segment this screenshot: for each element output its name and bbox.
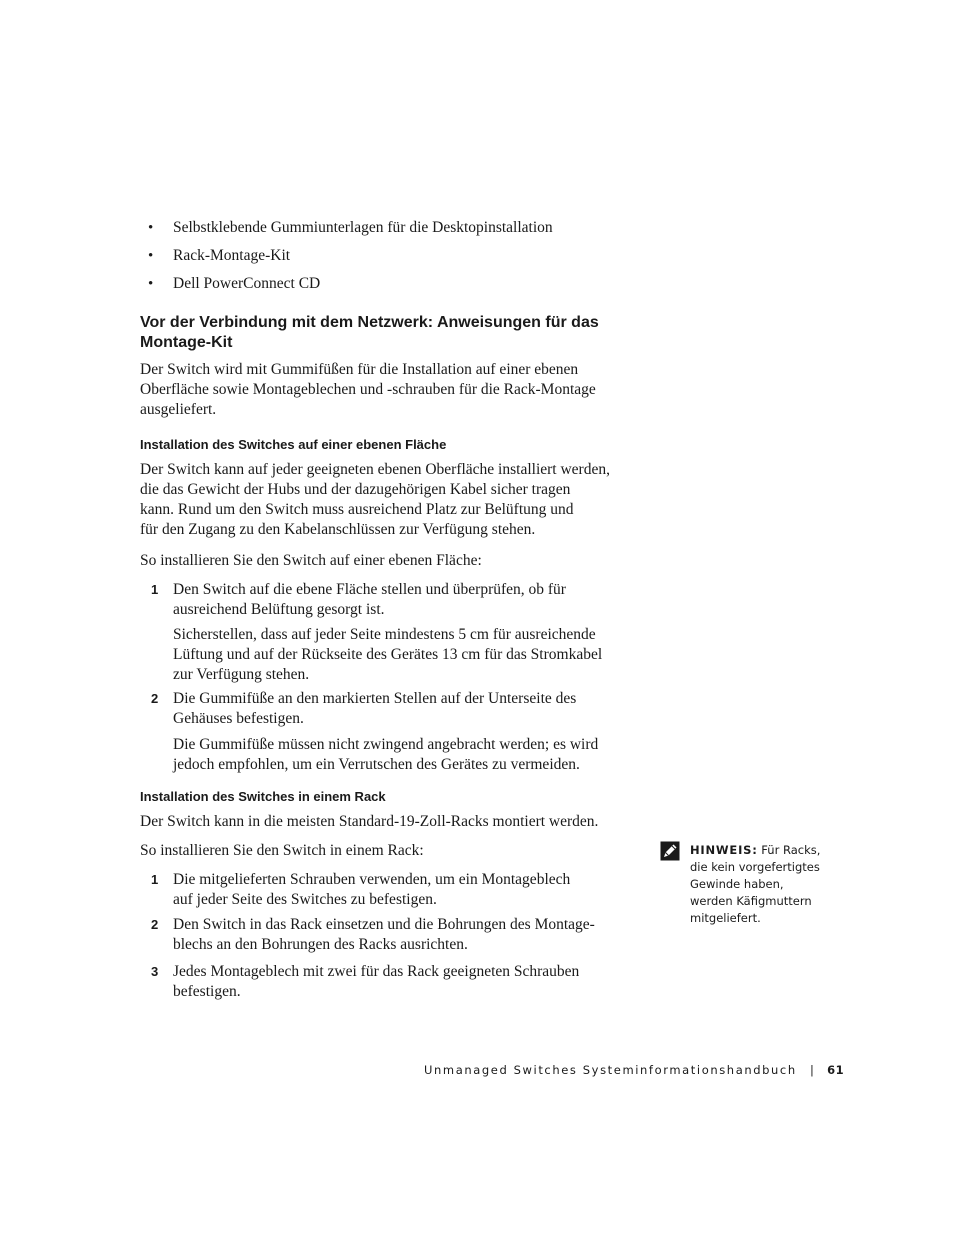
footer-title: Unmanaged Switches Systeminformationshandbuch: [424, 1063, 797, 1077]
step-number: 2: [151, 917, 159, 932]
rack-paragraph: Der Switch kann in die meisten Standard-19-Zoll-Racks montiert werden.: [140, 813, 599, 830]
subheading-rack: Installation des Switches in einem Rack: [140, 789, 386, 804]
rack-lead: So installieren Sie den Switch in einem Rack:: [140, 842, 424, 859]
bullet-marker: •: [148, 248, 154, 264]
step-subtext: Sicherstellen, dass auf jeder Seite mindestens 5 cm für ausreichende Lüftung und auf der Rückseite des Gerätes 13 cm für das Stromkabel zur Verfügung stehen.: [173, 626, 603, 683]
step-subtext: Die Gummifüße müssen nicht zwingend angebracht werden; es wird jedoch empfohlen, um ein Verrutschen des Gerätes zu vermeiden.: [173, 736, 599, 773]
step-number: 1: [151, 872, 159, 887]
flat-lead: So installieren Sie den Switch auf einer ebenen Fläche:: [140, 552, 482, 569]
page-footer: [424, 1063, 844, 1077]
section-intro: Der Switch wird mit Gummifüßen für die Installation auf einer ebenen Oberfläche sowie Montageblechen und -schrauben für die Rack-Montage ausgeliefert.: [140, 361, 596, 418]
flat-paragraph: Der Switch kann auf jeder geeigneten ebenen Oberfläche installiert werden, die das Gewicht der Hubs und der dazugehörigen Kabel sicher tragen kann. Rund um den Switch muss ausreichend Platz zur Belüftung und für den Zugang zu den Kabelanschlüssen zur Verfügung stehen.: [140, 461, 610, 538]
step-text: Die Gummifüße an den markierten Stellen auf der Unterseite des Gehäuses befestigen.: [173, 690, 577, 727]
note-label: HINWEIS:: [690, 843, 758, 857]
step-text: Die mitgelieferten Schrauben verwenden, um ein Montageblech auf jeder Seite des Switches zu befestigen.: [173, 871, 571, 908]
step-number: 2: [151, 691, 159, 706]
step-number: 3: [151, 964, 159, 979]
subheading-flat: Installation des Switches auf einer ebenen Fläche: [140, 437, 447, 452]
step-text: Den Switch auf die ebene Fläche stellen und überprüfen, ob für ausreichend Belüftung gesorgt ist.: [173, 581, 566, 618]
section-heading: Vor der Verbindung mit dem Netzwerk: Anweisungen für das Montage-Kit: [140, 314, 599, 351]
page-number: 61: [827, 1063, 845, 1077]
step-number: 1: [151, 582, 159, 597]
footer-separator: |: [810, 1063, 814, 1077]
note-pencil-icon: [660, 841, 680, 861]
step-text: Den Switch in das Rack einsetzen und die Bohrungen des Montage- blechs an den Bohrungen des Racks ausrichten.: [173, 916, 595, 953]
note-text: HINWEIS: Für Racks, die kein vorgefertigtes Gewinde haben, werden Käfigmuttern mitgeliefert.: [690, 843, 821, 925]
step-text: Jedes Montageblech mit zwei für das Rack geeigneten Schrauben befestigen.: [173, 963, 580, 1000]
bullet-marker: •: [148, 276, 154, 292]
bullet-marker: •: [148, 220, 154, 236]
